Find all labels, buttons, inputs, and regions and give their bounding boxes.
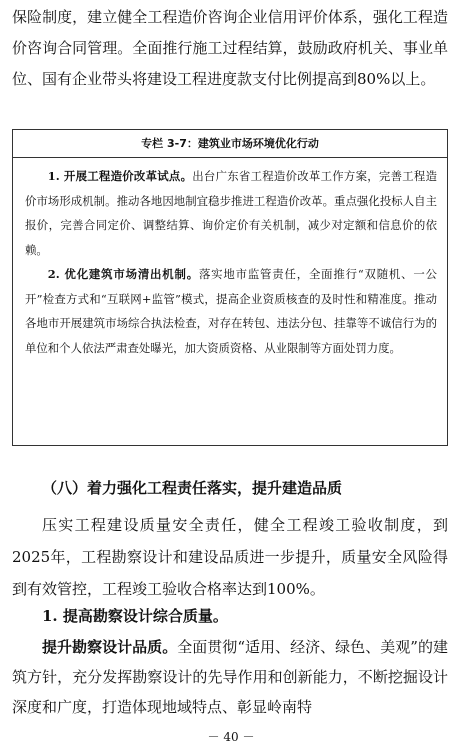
- special-column-body: [13, 158, 447, 360]
- column-item-1: [25, 164, 437, 262]
- column-item-1-text: 出台广东省工程造价改革工作方案，完善工程造价市场形成机制。推动各地因地制宜稳步推进工程造价改革。重点强化投标人自主报价，完善合同定价、调整结算、询价定价有关机制，减少对定额和信息价的依赖。: [25, 169, 437, 257]
- column-item-2-text: 落实地市监管责任，全面推行“双随机、一公开”检查方式和“互联网+监管”模式，提高企业资质核查的及时性和精准度。推动各地市开展建筑市场综合执法检查，对存在转包、违法分包、挂靠等不诚信行为的单位和个人依法严肃查处曝光，加大资质资格、从业限制等方面处罚力度。: [25, 267, 437, 355]
- subheading: 1. 提高勘察设计综合质量。: [42, 607, 228, 625]
- lead-paragraph: 保险制度，建立健全工程造价咨询企业信用评价体系，强化工程造价咨询合同管理。全面推行施工过程结算，鼓励政府机关、事业单位、国有企业带头将建设工程进度款支付比例提高到80%以上。: [12, 8, 448, 88]
- section-paragraph: 压实工程建设质量安全责任，健全工程竣工验收制度，到2025年，工程勘察设计和建设品质进一步提升，质量安全风险得到有效管控，工程竣工验收合格率达到100%。: [12, 516, 448, 598]
- paragraph-design-quality: [12, 632, 448, 722]
- special-column-box: [12, 129, 448, 446]
- paragraph-text: 全面贯彻“适用、经济、绿色、美观”的建筑方针，充分发挥勘察设计的先导作用和创新能力，不断挖掘设计深度和广度，打造体现地域特点、彰显岭南特: [12, 638, 448, 716]
- special-column-title: 专栏 3-7：建筑业市场环境优化行动: [13, 130, 447, 158]
- column-item-2-title: 2. 优化建筑市场清出机制。: [47, 267, 199, 281]
- paragraph-lead: 提升勘察设计品质。: [42, 638, 178, 656]
- column-item-1-title: 1. 开展工程造价改革试点。: [47, 169, 193, 183]
- column-item-2: [25, 262, 437, 360]
- section-heading: （八）着力强化工程责任落实，提升建造品质: [42, 479, 343, 497]
- page-number: － 40 －: [207, 730, 255, 744]
